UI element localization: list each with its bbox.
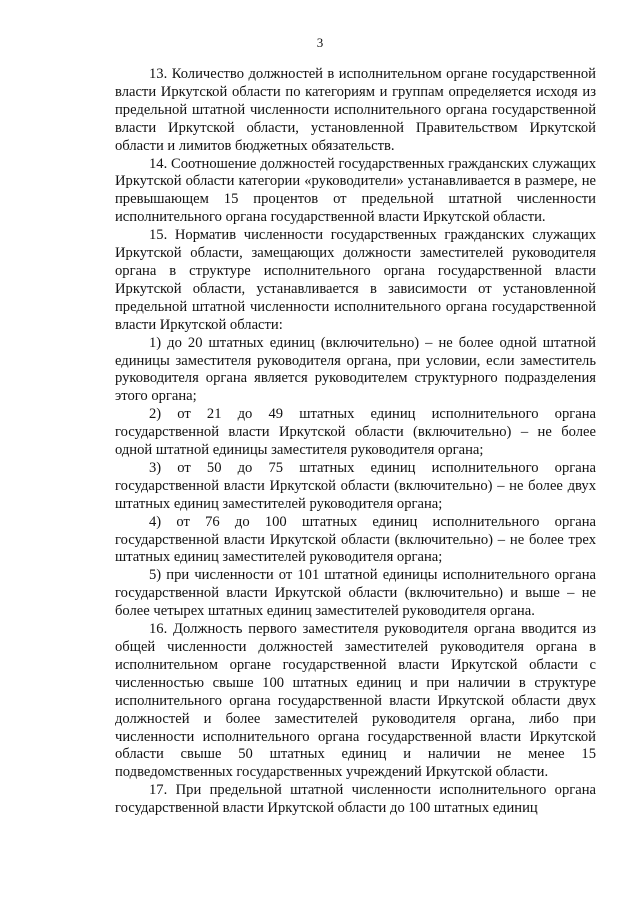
list-item-3: 3) от 50 до 75 штатных единиц исполнительного органа государственной власти Иркутской области (включительно) – не более двух штатных единиц заместителей руководителя органа; [115, 459, 596, 512]
paragraph-15: 15. Норматив численности государственных гражданских служащих Иркутской области, замещающих должности заместителей руководителя органа в структуре исполнительного органа государственной власти Иркутской области, устанавливается в зависимости от установленной предельной штатной численности исполнительного органа государственной власти Иркутской области: [115, 227, 596, 333]
list-item-4: 4) от 76 до 100 штатных единиц исполнительного органа государственной власти Иркутской области (включительно) – не более трех штатных единиц заместителей руководителя органа; [115, 513, 596, 566]
list-item-2: 2) от 21 до 49 штатных единиц исполнительного органа государственной власти Иркутской области (включительно) – не более одной штатной единицы заместителя руководителя органа; [115, 406, 596, 459]
list-item-1: 1) до 20 штатных единиц (включительно) – не более одной штатной единицы заместителя руководителя органа, при условии, если заместитель руководителя органа является руководителем структурного подразделения этого органа; [115, 334, 596, 405]
list-item-5: 5) при численности от 101 штатной единицы исполнительного органа государственной власти Иркутской области (включительно) и выше – не более четырех штатных единиц заместителей руководителя органа. [115, 567, 596, 620]
paragraph-14: 14. Соотношение должностей государственных гражданских служащих Иркутской области категории «руководители» устанавливается в размере, не превышающем 15 процентов от предельной штатной численности исполнительного органа государственной власти Иркутской области. [115, 155, 596, 226]
paragraph-16: 16. Должность первого заместителя руководителя органа вводится из общей численности должностей заместителей руководителя органа в исполнительном органе государственной власти Иркутской области с численностью свыше 100 штатных единиц и при наличии в структуре исполнительного органа государственной власти Иркутской области двух должностей и более заместителей руководителя органа, либо при численности исполнительного органа государственной власти Иркутской области свыше 50 штатных единиц и наличии не менее 15 подведомственных государственных учреждений Иркутской области. [115, 621, 596, 781]
paragraph-13: 13. Количество должностей в исполнительном органе государственной власти Иркутской области по категориям и группам определяется исходя из предельной штатной численности исполнительного органа государственной власти Иркутской области, установленной Правительством Иркутской области и лимитов бюджетных обязательств. [115, 66, 596, 154]
document-body [115, 66, 596, 818]
paragraph-17: 17. При предельной штатной численности исполнительного органа государственной власти Иркутской области до 100 штатных единиц [115, 782, 596, 817]
page-number: 3 [316, 35, 324, 50]
